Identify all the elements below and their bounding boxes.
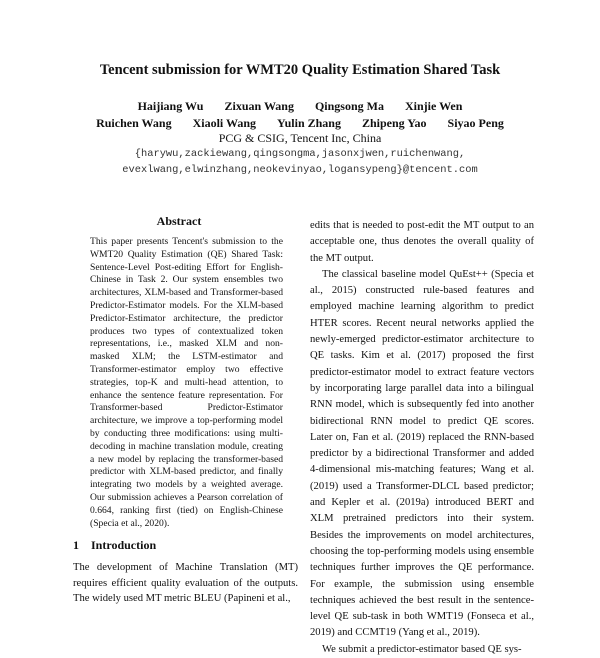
- author-name: Ruichen Wang: [96, 116, 172, 130]
- paper-title: Tencent submission for WMT20 Quality Estimation Shared Task: [99, 62, 501, 78]
- affiliation: PCG & CSIG, Tencent Inc, China: [218, 131, 382, 145]
- author-name: Qingsong Ma: [314, 99, 384, 113]
- author-row-2: [0, 115, 600, 132]
- paragraph: The classical baseline model QuEst++ (Specia et al., 2015) constructed rule-based features and employed machine learning algorithm to predict HTER scores. Recent neural networks applied the newly-emerged predictor-estimator architecture to QE tasks. Kim et al. (2017) proposed the first predictor-estimator model to extract feature vectors by incorporating large parallel data into a bilingual RNN model, which is subsequently fed into another bidirectional RNN model to predict QE scores. Later on, Fan et al. (2019) replaced the RNN-based predictor by a bidirectional Transformer and added 4-dimensional mis-matching features; Wang et al. (2019) used a Transformer-DLCL based predictor; and Kepler et al. (2019a) introduced BERT and XLM pretrained predictors into their system. Besides the improvements on model architectures, choosing the top-performing models using ensemble techniques further improves the QE performance. For example, the submission using ensemble techniques achieved the best result in the sentence-level QE sub-task in both WMT19 (Fonseca et al., 2019) and CCMT19 (Yang et al., 2019).: [310, 268, 534, 639]
- author-name: Xiaoli Wang: [192, 116, 257, 130]
- paragraph: edits that is needed to post-edit the MT output to an acceptable one, thus denotes the overall quality of the MT output.: [310, 220, 534, 264]
- section-number: 1: [73, 538, 79, 552]
- right-column: [310, 218, 534, 658]
- author-name: Zixuan Wang: [224, 99, 294, 113]
- section-heading-introduction: [73, 538, 156, 553]
- abstract-body: [90, 236, 283, 530]
- abstract-heading: Abstract: [156, 214, 202, 228]
- abstract-text: This paper presents Tencent's submission to the WMT20 Quality Estimation (QE) Shared Task: Sentence-Level Post-editing Effort for English-Chinese in Task 2. Our system ensembles two architectures, XLM-based and Transformer-based Predictor-Estimator models. For the XLM-based Predictor-Estimator architecture, the predictor produces two types of contextualized token representations, i.e., masked XLM and non-masked XLM; the LSTM-estimator and Transformer-estimator employ two effective strategies, top-K and multi-head attention, to enhance the sentence feature representation. For Transformer-based Predictor-Estimator architecture, we improve a top-performing model by conducting three modifications: using multi-decoding in machine translation module, creating a new model by replacing the transformer-based predictor with XLM-based predictor, and finally integrating two models by a weighted average. Our submission achieves a Pearson correlation of 0.664, ranking first (tied) on English-Chinese (Specia et al., 2020).: [90, 236, 283, 529]
- author-name: Siyao Peng: [447, 116, 504, 130]
- paragraph: We submit a predictor-estimator based QE sys-: [322, 643, 522, 655]
- author-list: [0, 98, 600, 132]
- author-name: Zhipeng Yao: [361, 116, 427, 130]
- author-name: Xinjie Wen: [404, 99, 463, 113]
- author-name: Yulin Zhang: [277, 116, 341, 130]
- email-line-1: {harywu,zackiewang,qingsongma,jasonxjwen,ruichenwang,: [134, 148, 466, 160]
- email-line-2: evexlwang,elwinzhang,neokevinyao,logansypeng}@tencent.com: [122, 164, 478, 176]
- author-row-1: [0, 98, 600, 115]
- author-name: Haijiang Wu: [137, 99, 204, 113]
- author-emails: [0, 146, 600, 178]
- section-title: Introduction: [91, 538, 157, 552]
- introduction-text: The development of Machine Translation (MT) requires efficient quality evaluation of the outputs. The widely used MT metric BLEU (Papineni et al.,: [73, 562, 298, 604]
